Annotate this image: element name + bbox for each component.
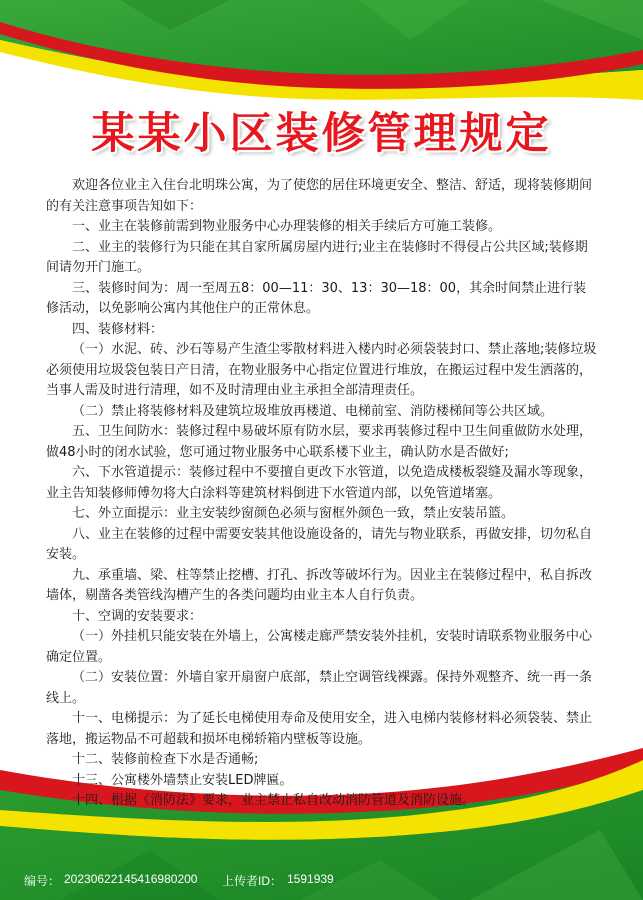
- id-label: 编号：: [24, 874, 61, 888]
- watermark-icon: [10, 120, 70, 180]
- rule-8: 八、业主在装修的过程中需要安装其他设施设备的，请先与物业联系，再做安排，切勿私自安装。: [46, 526, 593, 562]
- rule-4-item-1: （一）水泥、砖、沙石等易产生渣尘零散材料进入楼内时必须袋装封口、禁止落地;装修垃圾必须使用垃圾袋包装日产日清，在物业服务中心指定位置进行堆放，在搬运过程中发生洒落的，当事人需及时进行清理，如不及时清理由业主承担全部清理责任。: [46, 342, 597, 398]
- rule-4-item-2: （二）禁止将装修材料及建筑垃圾堆放再楼道、电梯前室、消防楼梯间等公共区域。: [72, 403, 554, 419]
- rule-14: 十四、根据《消防法》要求，业主禁止私自改动消防管道及消防设施。: [72, 793, 476, 808]
- rule-5: 五、卫生间防水：装修过程中易破坏原有防水层，要求再装修过程中卫生间重做防水处理，做48小时的闭水试验，您可通过物业服务中心联系楼下业主，确认防水是否做好;: [46, 424, 593, 460]
- page-title: 某某小区装修管理规定: [91, 109, 552, 159]
- rule-13: 十三、公寓楼外墙禁止安装LED牌匾。: [72, 772, 293, 788]
- image-footer: [0, 866, 643, 900]
- rule-11: 十一、电梯提示：为了延长电梯使用寿命及使用安全，进入电梯内装修材料必须袋装、禁止落地，搬运物品不可超载和损坏电梯轿箱内壁板等设施。: [46, 711, 593, 747]
- rule-1: 一、业主在装修前需到物业服务中心办理装修的相关手续后方可施工装修。: [72, 219, 502, 234]
- rule-12: 十二、装修前检查下水是否通畅;: [72, 752, 259, 767]
- uploader-value: 1591939: [287, 872, 334, 886]
- id-value: 20230622145416980200: [64, 872, 198, 886]
- uploader-label: 上传者ID：: [222, 874, 283, 888]
- rule-10-item-1: （一）外挂机只能安装在外墙上，公寓楼走廊严禁安装外挂机，安装时请联系物业服务中心确定位置。: [46, 629, 593, 665]
- rule-6: 六、下水管道提示：装修过程中不要擅自更改下水管道，以免造成楼板裂缝及漏水等现象，业主告知装修师傅勿将大白涂料等建筑材料倒进下水管道内部，以免管道堵塞。: [46, 465, 593, 501]
- rule-4-heading: 四、装修材料：: [72, 321, 164, 337]
- rule-9: 九、承重墙、梁、柱等禁止挖槽、打孔、拆改等破坏行为。因业主在装修过程中，私自拆改墙体，剔凿各类管线沟槽产生的各类问题均由业主本人自行负责。: [46, 567, 593, 603]
- rule-10-heading: 十、空调的安装要求：: [72, 608, 203, 624]
- rule-10-item-2: （二）安装位置：外墙自家开扇窗户底部，禁止空调管线裸露。保持外观整齐、统一再一条线上。: [46, 670, 593, 706]
- intro-paragraph: 欢迎各位业主入住台北明珠公寓，为了使您的居住环境更安全、整洁、舒适，现将装修期间的有关注意事项告知如下：: [46, 178, 593, 214]
- rule-2: 二、业主的装修行为只能在其自家所属房屋内进行;业主在装修时不得侵占公共区域;装修期间请勿开门施工。: [46, 239, 588, 275]
- watermark-icon: [575, 120, 635, 180]
- rule-3: 三、装修时间为：周一至周五8：00—11：30、13：30—18：00，其余时间禁止进行装修活动，以免影响公寓内其他住户的正常休息。: [46, 280, 587, 316]
- regulation-body: [46, 176, 599, 812]
- rule-7: 七、外立面提示：业主安装纱窗颜色必须与窗框外颜色一致，禁止安装吊篮。: [72, 506, 515, 521]
